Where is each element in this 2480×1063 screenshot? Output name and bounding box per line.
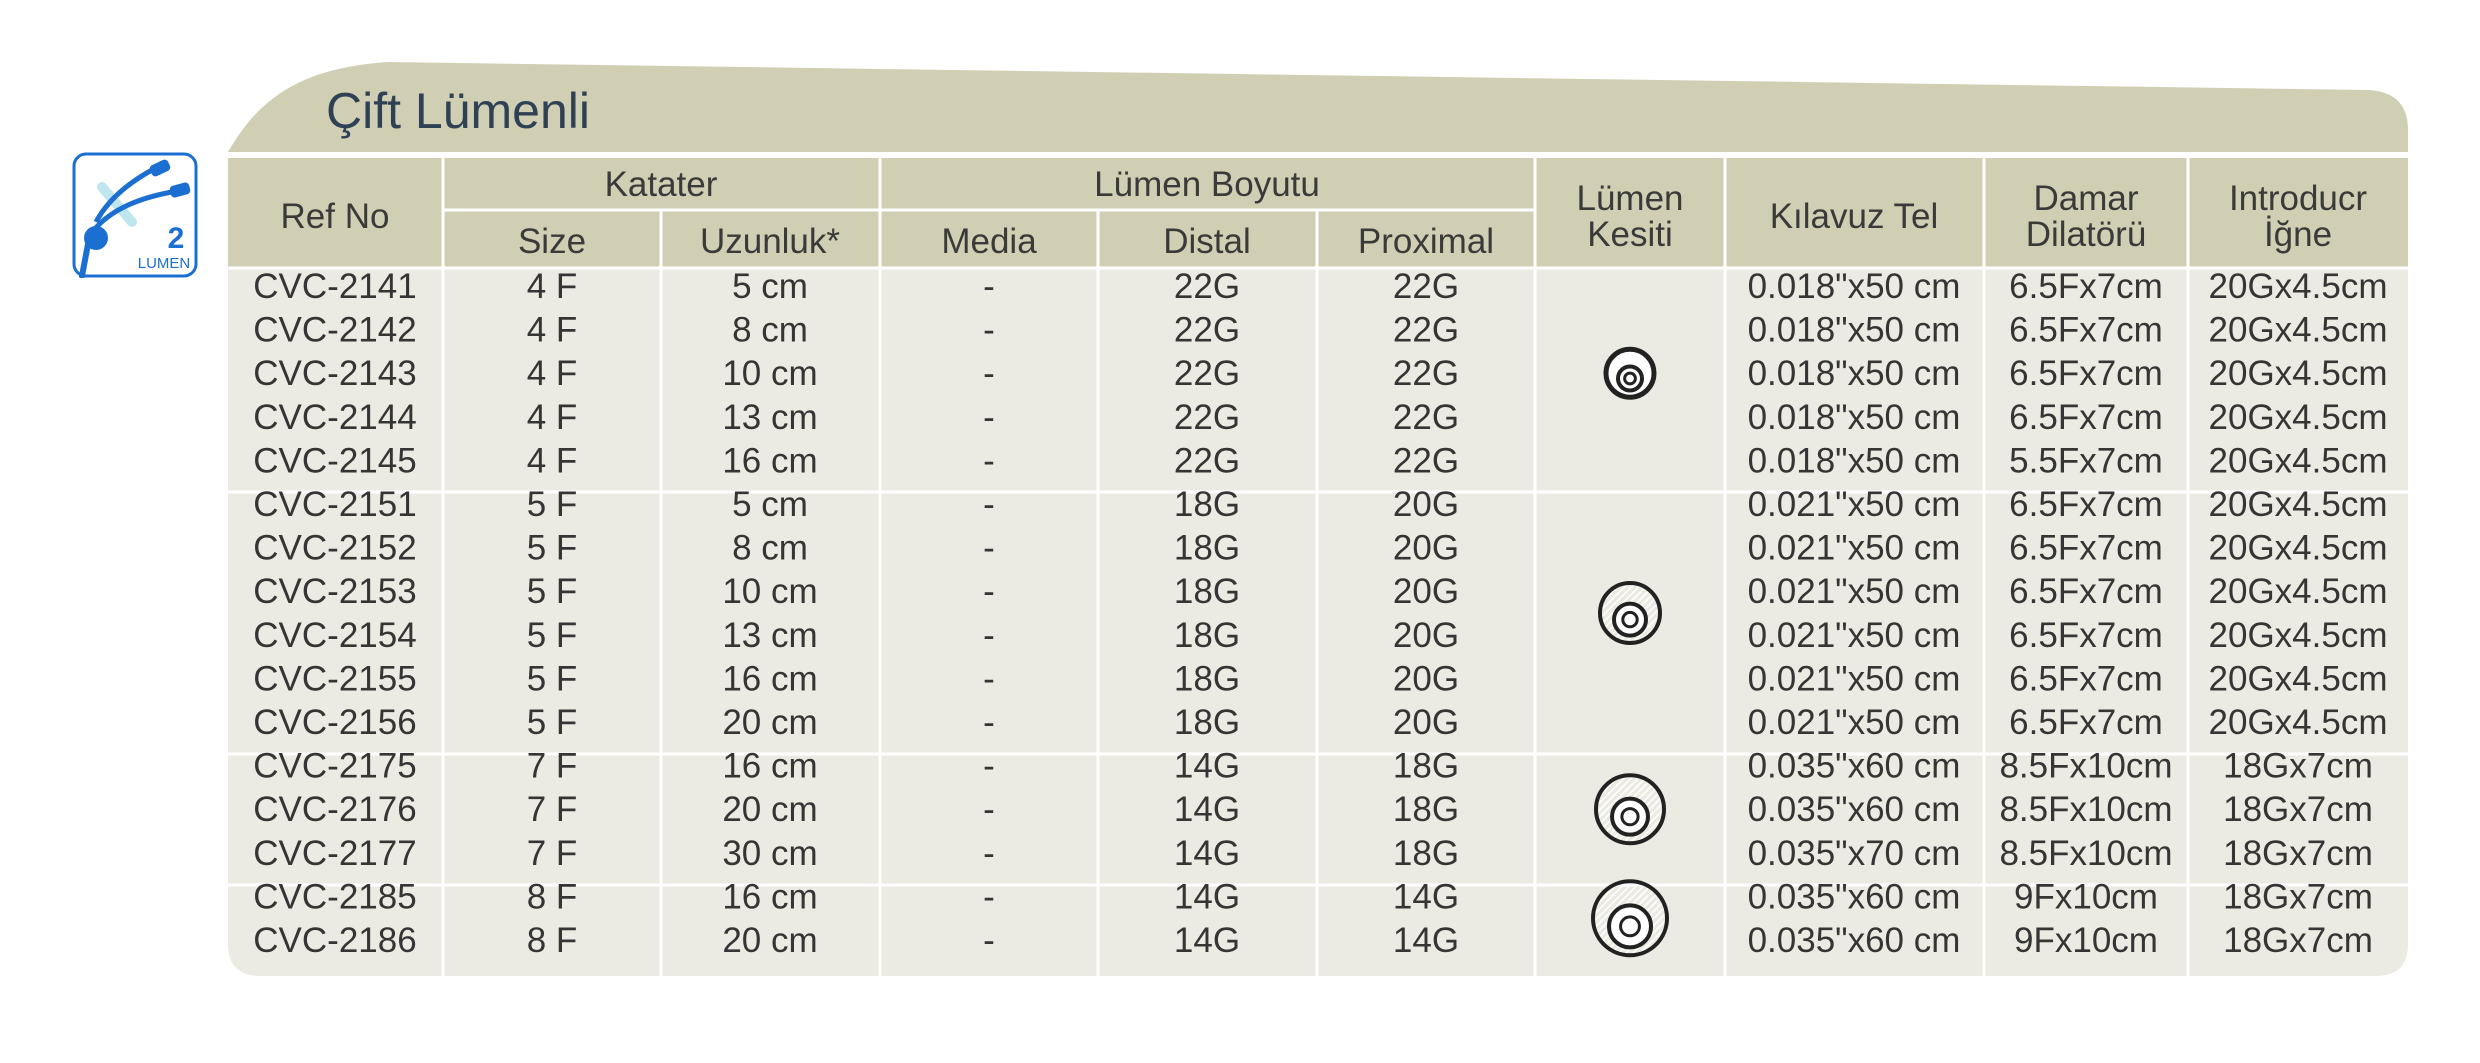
- header-ref-no: Ref No: [280, 197, 390, 236]
- cell-proximal: 14G: [1392, 921, 1460, 960]
- cell-size: 4 F: [526, 441, 578, 481]
- cell-introducer: 18Gx7cm: [2223, 877, 2373, 917]
- cell-uzunluk: 20 cm: [722, 703, 818, 742]
- cell-introducer: 18Gx7cm: [2223, 921, 2373, 960]
- cell-ref-no: CVC-2153: [253, 572, 417, 612]
- cell-distal: 18G: [1173, 659, 1241, 699]
- cell-damar-dilatoru: 6.5Fx7cm: [2009, 615, 2163, 655]
- cell-media: -: [983, 833, 995, 873]
- cell-distal: 22G: [1173, 267, 1241, 306]
- cell-size: 5 F: [526, 659, 578, 699]
- cell-distal: 14G: [1173, 790, 1241, 830]
- cell-kilavuz-tel: 0.021"x50 cm: [1747, 615, 1961, 655]
- header-damar-dilatoru-line1: Damar: [2033, 179, 2139, 218]
- cell-damar-dilatoru: 6.5Fx7cm: [2009, 354, 2163, 394]
- cell-size: 7 F: [526, 833, 578, 873]
- page-title: Çift Lümenli: [326, 83, 590, 139]
- cell-damar-dilatoru: 6.5Fx7cm: [2009, 397, 2163, 437]
- header-damar-dilatoru-line2: Dilatörü: [2025, 215, 2147, 254]
- header-media: Media: [941, 222, 1037, 261]
- cell-introducer: 20Gx4.5cm: [2208, 267, 2388, 306]
- cell-kilavuz-tel: 0.021"x50 cm: [1747, 572, 1961, 612]
- cell-size: 7 F: [526, 746, 578, 786]
- cell-proximal: 22G: [1392, 310, 1460, 350]
- cell-distal: 18G: [1173, 572, 1241, 612]
- cell-proximal: 22G: [1392, 267, 1460, 306]
- cell-introducer: 20Gx4.5cm: [2208, 615, 2388, 655]
- cell-size: 5 F: [526, 485, 578, 524]
- cell-kilavuz-tel: 0.018"x50 cm: [1747, 354, 1961, 394]
- cell-distal: 14G: [1173, 746, 1241, 786]
- header-distal: Distal: [1163, 222, 1251, 261]
- cell-kilavuz-tel: 0.021"x50 cm: [1747, 659, 1961, 699]
- cell-introducer: 20Gx4.5cm: [2208, 485, 2388, 524]
- lumen-cross-section-large-icon: [1596, 775, 1664, 843]
- cell-introducer: 20Gx4.5cm: [2208, 397, 2388, 437]
- cell-media: -: [983, 877, 995, 917]
- lumen-cross-section-small-icon: [1606, 349, 1654, 397]
- cell-introducer: 20Gx4.5cm: [2208, 659, 2388, 699]
- cell-ref-no: CVC-2143: [253, 354, 417, 394]
- cell-proximal: 20G: [1392, 485, 1460, 524]
- cell-uzunluk: 16 cm: [722, 441, 818, 481]
- lumen-cross-section-medium-icon: [1600, 583, 1660, 643]
- cell-kilavuz-tel: 0.035"x60 cm: [1747, 746, 1961, 786]
- header-proximal: Proximal: [1357, 222, 1495, 261]
- cell-size: 8 F: [526, 921, 578, 960]
- cell-ref-no: CVC-2152: [253, 528, 417, 568]
- cell-ref-no: CVC-2185: [253, 877, 417, 917]
- cell-media: -: [983, 397, 995, 437]
- cell-distal: 22G: [1173, 310, 1241, 350]
- cell-proximal: 18G: [1392, 746, 1460, 786]
- cell-ref-no: CVC-2186: [253, 921, 417, 960]
- cell-introducer: 18Gx7cm: [2223, 790, 2373, 830]
- cell-ref-no: CVC-2177: [253, 833, 417, 873]
- cell-ref-no: CVC-2142: [253, 310, 417, 350]
- cell-size: 5 F: [526, 703, 578, 742]
- cell-uzunluk: 13 cm: [722, 615, 818, 655]
- cell-distal: 22G: [1173, 354, 1241, 394]
- header-uzunluk: Uzunluk*: [699, 222, 841, 261]
- cell-introducer: 20Gx4.5cm: [2208, 572, 2388, 612]
- cell-distal: 18G: [1173, 528, 1241, 568]
- cell-size: 5 F: [526, 528, 578, 568]
- cell-distal: 14G: [1173, 833, 1241, 873]
- cell-ref-no: CVC-2151: [253, 485, 417, 524]
- cell-media: -: [983, 267, 995, 306]
- cell-distal: 18G: [1173, 615, 1241, 655]
- cell-ref-no: CVC-2156: [253, 703, 417, 742]
- cell-damar-dilatoru: 6.5Fx7cm: [2009, 310, 2163, 350]
- cell-uzunluk: 8 cm: [732, 528, 808, 568]
- badge-number: 2: [167, 222, 185, 255]
- cell-kilavuz-tel: 0.021"x50 cm: [1747, 485, 1961, 524]
- cell-size: 8 F: [526, 877, 578, 917]
- cell-introducer: 18Gx7cm: [2223, 746, 2373, 786]
- cell-damar-dilatoru: 6.5Fx7cm: [2009, 485, 2163, 524]
- cell-media: -: [983, 485, 995, 524]
- cell-uzunluk: 30 cm: [722, 833, 818, 873]
- cell-kilavuz-tel: 0.018"x50 cm: [1747, 310, 1961, 350]
- cell-uzunluk: 5 cm: [732, 485, 808, 524]
- cell-ref-no: CVC-2176: [253, 790, 417, 830]
- cell-size: 7 F: [526, 790, 578, 830]
- cell-media: -: [983, 354, 995, 394]
- cell-kilavuz-tel: 0.035"x60 cm: [1747, 921, 1961, 960]
- cell-damar-dilatoru: 8.5Fx10cm: [1999, 790, 2173, 830]
- cell-ref-no: CVC-2175: [253, 746, 417, 786]
- cell-kilavuz-tel: 0.021"x50 cm: [1747, 703, 1961, 742]
- spec-table: [228, 158, 2408, 976]
- cell-size: 4 F: [526, 354, 578, 394]
- cell-damar-dilatoru: 6.5Fx7cm: [2009, 703, 2163, 742]
- cell-distal: 18G: [1173, 485, 1241, 524]
- cell-distal: 14G: [1173, 877, 1241, 917]
- cell-proximal: 20G: [1392, 572, 1460, 612]
- cell-introducer: 20Gx4.5cm: [2208, 354, 2388, 394]
- cell-size: 4 F: [526, 267, 578, 306]
- cell-proximal: 20G: [1392, 703, 1460, 742]
- cell-ref-no: CVC-2144: [253, 397, 417, 437]
- cell-introducer: 20Gx4.5cm: [2208, 310, 2388, 350]
- cell-kilavuz-tel: 0.018"x50 cm: [1747, 441, 1961, 481]
- cell-media: -: [983, 572, 995, 612]
- cell-damar-dilatoru: 6.5Fx7cm: [2009, 267, 2163, 306]
- cell-ref-no: CVC-2145: [253, 441, 417, 481]
- cell-size: 5 F: [526, 615, 578, 655]
- cell-uzunluk: 13 cm: [722, 397, 818, 437]
- cell-media: -: [983, 921, 995, 960]
- cell-proximal: 20G: [1392, 615, 1460, 655]
- cell-kilavuz-tel: 0.021"x50 cm: [1747, 528, 1961, 568]
- cell-proximal: 20G: [1392, 528, 1460, 568]
- cell-damar-dilatoru: 8.5Fx10cm: [1999, 746, 2173, 786]
- cell-damar-dilatoru: 9Fx10cm: [2014, 877, 2158, 917]
- cell-media: -: [983, 310, 995, 350]
- cell-size: 4 F: [526, 397, 578, 437]
- cell-uzunluk: 5 cm: [732, 267, 808, 306]
- cell-kilavuz-tel: 0.018"x50 cm: [1747, 267, 1961, 306]
- cell-uzunluk: 16 cm: [722, 746, 818, 786]
- header-kilavuz-tel: Kılavuz Tel: [1769, 197, 1939, 236]
- cell-uzunluk: 16 cm: [722, 659, 818, 699]
- cell-distal: 14G: [1173, 921, 1241, 960]
- cell-media: -: [983, 790, 995, 830]
- cell-introducer: 20Gx4.5cm: [2208, 441, 2388, 481]
- cell-uzunluk: 20 cm: [722, 921, 818, 960]
- cell-damar-dilatoru: 8.5Fx10cm: [1999, 833, 2173, 873]
- cell-proximal: 22G: [1392, 354, 1460, 394]
- cell-kilavuz-tel: 0.035"x70 cm: [1747, 833, 1961, 873]
- cell-media: -: [983, 615, 995, 655]
- cell-kilavuz-tel: 0.018"x50 cm: [1747, 397, 1961, 437]
- cell-proximal: 18G: [1392, 833, 1460, 873]
- header-lumen-kesiti-line1: Lümen: [1576, 179, 1684, 218]
- cell-uzunluk: 10 cm: [722, 572, 818, 612]
- cell-size: 5 F: [526, 572, 578, 612]
- cell-uzunluk: 10 cm: [722, 354, 818, 394]
- cell-distal: 22G: [1173, 397, 1241, 437]
- cell-introducer: 20Gx4.5cm: [2208, 528, 2388, 568]
- cell-uzunluk: 8 cm: [732, 310, 808, 350]
- cell-introducer: 20Gx4.5cm: [2208, 703, 2388, 742]
- header-size: Size: [517, 222, 587, 261]
- cell-damar-dilatoru: 6.5Fx7cm: [2009, 528, 2163, 568]
- badge-label: LUMEN: [137, 255, 191, 272]
- header-introducer-line1: Introducr: [2228, 179, 2368, 218]
- cell-ref-no: CVC-2155: [253, 659, 417, 699]
- cell-ref-no: CVC-2154: [253, 615, 417, 655]
- header-katater: Katater: [604, 165, 718, 204]
- lumen-cross-section-xlarge-icon: [1593, 881, 1667, 955]
- cell-media: -: [983, 528, 995, 568]
- header-lumen-boyutu: Lümen Boyutu: [1094, 165, 1320, 204]
- header-lumen-kesiti-line2: Kesiti: [1587, 215, 1673, 254]
- cell-introducer: 18Gx7cm: [2223, 833, 2373, 873]
- cell-distal: 22G: [1173, 441, 1241, 481]
- cell-uzunluk: 16 cm: [722, 877, 818, 917]
- cell-proximal: 22G: [1392, 397, 1460, 437]
- cell-ref-no: CVC-2141: [253, 267, 417, 306]
- cell-proximal: 20G: [1392, 659, 1460, 699]
- cell-media: -: [983, 703, 995, 742]
- cell-distal: 18G: [1173, 703, 1241, 742]
- double-lumen-catheter-icon: [72, 152, 198, 278]
- cell-proximal: 22G: [1392, 441, 1460, 481]
- cell-media: -: [983, 441, 995, 481]
- cell-damar-dilatoru: 6.5Fx7cm: [2009, 572, 2163, 612]
- cell-size: 4 F: [526, 310, 578, 350]
- header-introducer-line2: İğne: [2263, 215, 2333, 254]
- cell-damar-dilatoru: 5.5Fx7cm: [2009, 441, 2163, 481]
- cell-media: -: [983, 659, 995, 699]
- cell-damar-dilatoru: 9Fx10cm: [2014, 921, 2158, 960]
- cell-proximal: 18G: [1392, 790, 1460, 830]
- cell-kilavuz-tel: 0.035"x60 cm: [1747, 877, 1961, 917]
- cell-proximal: 14G: [1392, 877, 1460, 917]
- cell-damar-dilatoru: 6.5Fx7cm: [2009, 659, 2163, 699]
- cell-kilavuz-tel: 0.035"x60 cm: [1747, 790, 1961, 830]
- cell-uzunluk: 20 cm: [722, 790, 818, 830]
- cell-media: -: [983, 746, 995, 786]
